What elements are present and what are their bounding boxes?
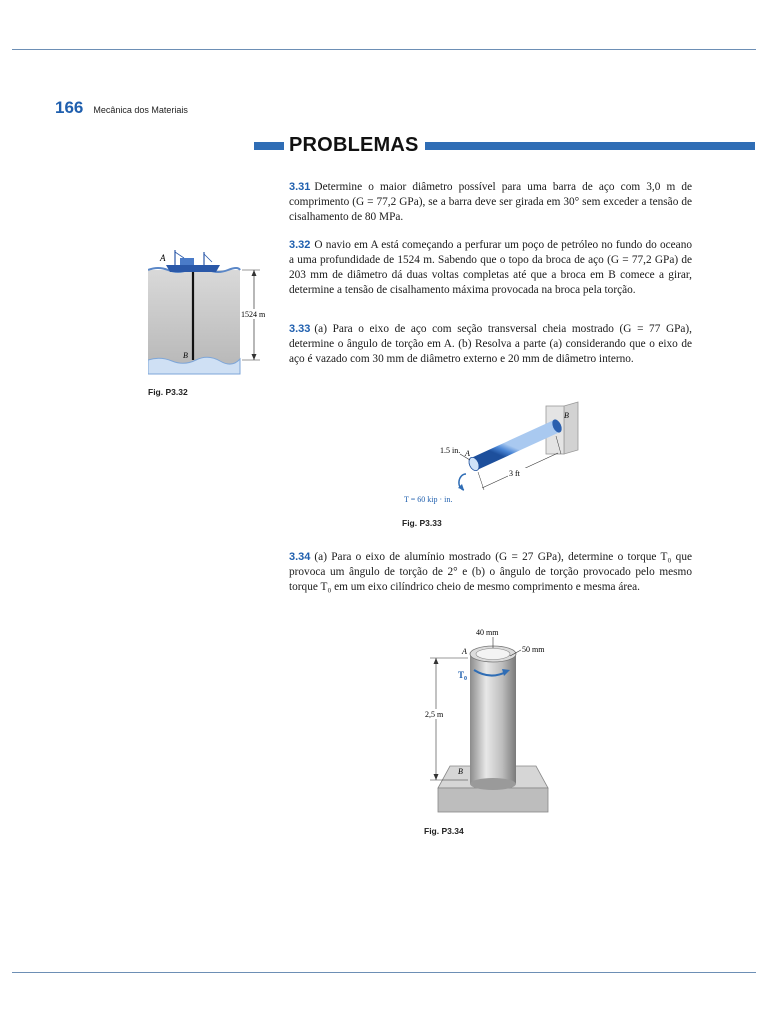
section-bar-left (254, 142, 284, 150)
page-number: 166 (55, 98, 84, 117)
depth-arrow-bottom (252, 354, 257, 360)
bottom-rule (12, 972, 756, 973)
depth-label: 1524 m (241, 310, 266, 319)
torque-label (458, 670, 467, 682)
label-b: B (564, 411, 569, 420)
label-b: B (183, 351, 188, 360)
problem-number: 3.34 (289, 551, 311, 563)
height-label: 2,5 m (425, 710, 444, 719)
section-bar-right (425, 142, 755, 150)
length-label: 3 ft (509, 469, 520, 478)
cylinder-bottom-edge (470, 778, 516, 790)
figure-p3-33 (396, 398, 588, 510)
figure-p3-32 (148, 248, 278, 383)
torque-subscript: 0 (464, 676, 468, 682)
problem-text: O navio em A está começando a perfurar um poço de petróleo no fundo do oceano a uma profundidade de 1524 m. Sabendo que o topo da broca de aço (G = 77,2 GPa) de 203 mm de diâmetro dá duas voltas completas até que a broca em B comece a girar, determine a tensão de cisalhamento máxima provocada na broca pela torção. (289, 239, 692, 296)
caption-p3-34: Fig. P3.34 (424, 826, 464, 836)
section-title: PROBLEMAS (289, 134, 419, 156)
outer-dia-label: 50 mm (522, 645, 545, 654)
problem-text: Determine o maior diâmetro possível para uma barra de aço com 3,0 m de comprimento (G = 77,2 GPa), se a barra deve ser girada em 30° sem exceder a tensão de cisalhamento de 80 MPa. (289, 181, 692, 223)
running-title: Mecânica dos Materiais (93, 105, 188, 115)
height-arrow-bottom (434, 774, 439, 780)
label-a: A (160, 253, 166, 263)
top-rule (12, 49, 756, 50)
torque-symbol: T (458, 670, 465, 680)
figure-p3-34 (418, 624, 568, 824)
torque-label: T = 60 kip · in. (404, 495, 453, 504)
inner-dia-label: 40 mm (476, 628, 499, 637)
ship-icon (166, 250, 220, 272)
depth-arrow-top (252, 270, 257, 276)
problem-3-34 (289, 550, 692, 595)
diameter-label: 1.5 in. (440, 446, 461, 455)
page-header (55, 98, 188, 118)
caption-p3-32: Fig. P3.32 (148, 387, 188, 397)
problem-3-31 (289, 180, 692, 225)
caption-p3-33: Fig. P3.33 (402, 518, 442, 528)
length-ext-a (478, 472, 484, 490)
problem-text: (a) Para o eixo de aço com seção transversal cheia mostrado (G = 77 GPa), determine o ângulo de torção em A. (b) Resolva a parte (a) considerando que o eixo de aço é vazado com 30 mm de diâmetro externo e 20 mm de diâmetro interno. (289, 323, 692, 365)
problem-number: 3.31 (289, 181, 311, 193)
height-arrow-top (434, 658, 439, 664)
problem-3-33 (289, 322, 692, 367)
problem-text: (a) Para o eixo de alumínio mostrado (G = 27 GPa), determine o torque T₀ que provoca um ângulo de torção de 2° e (b) o ângulo de torção provocado pelo mesmo torque T₀ em um eixo cilíndrico cheio de mesmo comprimento e mesma área. (289, 551, 692, 593)
problem-number: 3.32 (289, 239, 311, 251)
label-b: B (458, 767, 463, 776)
label-a: A (465, 449, 470, 458)
label-a: A (462, 647, 467, 656)
aluminum-cylinder (470, 654, 516, 784)
cylinder-top-inner (476, 649, 510, 660)
problem-3-32 (289, 238, 692, 298)
problem-number: 3.33 (289, 323, 311, 335)
